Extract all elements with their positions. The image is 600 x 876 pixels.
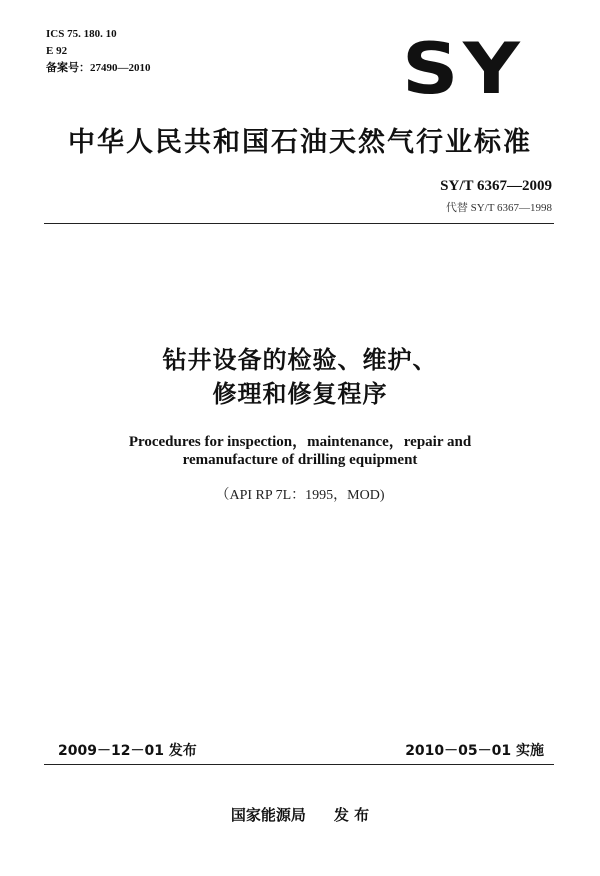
- effective-date: 2010－05－01 实施: [405, 743, 544, 759]
- ics-code: ICS 75. 180. 10: [46, 28, 117, 40]
- standard-number: SY/T 6367—2009: [440, 178, 552, 194]
- record-number: 备案号：27490—2010: [46, 62, 151, 74]
- title-en-line1: Procedures for inspection，maintenance，repair and: [128, 434, 472, 450]
- issuing-standard-title: 中华人民共和国石油天然气行业标准: [68, 127, 532, 158]
- category-code: E 92: [46, 45, 68, 57]
- replaces-standard: 代替 SY/T 6367—1998: [445, 202, 552, 214]
- publish-date: 2009－12－01 发布: [58, 743, 197, 759]
- issuer-action: 发 布: [333, 806, 370, 824]
- issuer-line: [0, 804, 600, 825]
- sy-logo: SY: [402, 28, 525, 110]
- classification-block: [46, 26, 151, 77]
- title-cn-line2: 修理和修复程序: [212, 380, 388, 408]
- adoption-note: （API RP 7L：1995，MOD): [215, 488, 385, 503]
- title-cn-line1: 钻井设备的检验、维护、: [162, 346, 438, 374]
- issuer-name: 国家能源局: [230, 806, 306, 824]
- bottom-divider: [44, 764, 554, 765]
- title-en-line2: remanufacture of drilling equipment: [182, 452, 418, 468]
- top-divider: [44, 223, 554, 224]
